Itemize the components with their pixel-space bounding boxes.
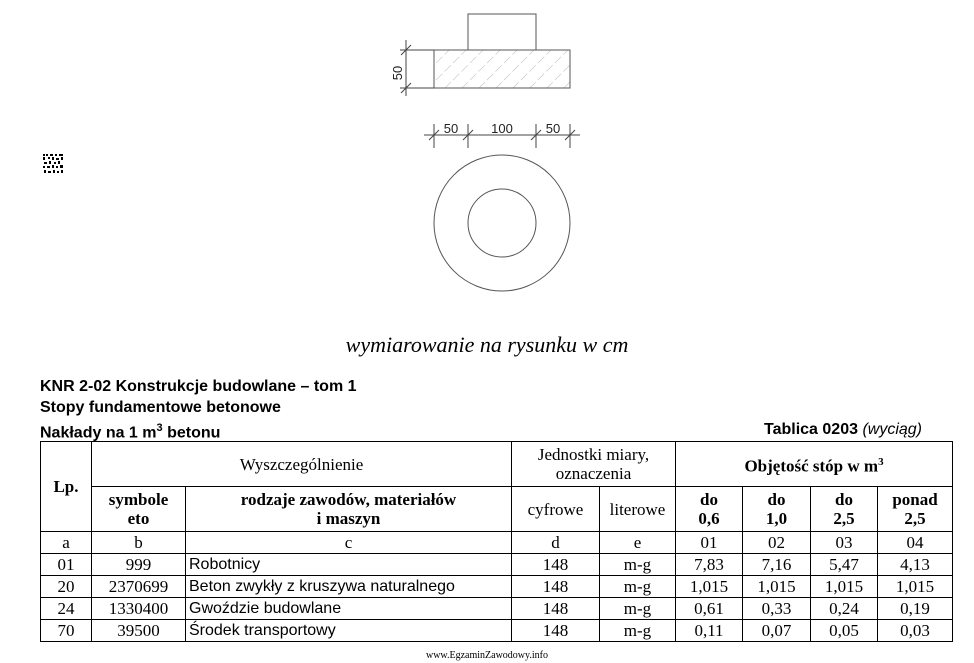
- jednostki-line2: oznaczenia: [555, 464, 632, 483]
- dim-left-label: 50: [443, 121, 459, 136]
- objetosc-text: Objętość stóp w m: [744, 456, 879, 476]
- lp-cell: 70: [41, 620, 92, 642]
- value-cell: 0,33: [743, 598, 811, 620]
- lp-cell: 20: [41, 576, 92, 598]
- header-literowe: literowe: [600, 487, 676, 532]
- knr-header: [40, 376, 357, 443]
- header-jednostki: [512, 442, 676, 487]
- value-cell: 0,03: [878, 620, 953, 642]
- col-04-l1: ponad: [892, 490, 938, 509]
- col-01-l1: do: [700, 490, 718, 509]
- col-04-l2: 2,5: [904, 509, 926, 528]
- knr-title: KNR 2-02 Konstrukcje budowlane – tom 1: [40, 378, 357, 395]
- unit-sup: 3: [156, 422, 163, 434]
- header-col-02: [743, 487, 811, 532]
- index-cell: d: [512, 532, 600, 554]
- col-01-l2: 0,6: [698, 509, 720, 528]
- value-cell: 1,015: [878, 576, 953, 598]
- value-cell: 1,015: [676, 576, 743, 598]
- header-rodzaje: [186, 487, 512, 532]
- index-cell: e: [600, 532, 676, 554]
- col-03-l1: do: [835, 490, 853, 509]
- lp-cell: 01: [41, 554, 92, 576]
- col-02-l2: 1,0: [765, 509, 788, 528]
- value-cell: 4,13: [878, 554, 953, 576]
- rodzaje-line2: i maszyn: [316, 509, 381, 528]
- value-cell: 5,47: [811, 554, 878, 576]
- footer-url[interactable]: www.EgzaminZawodowy.info: [425, 650, 548, 661]
- header-lp: Lp.: [41, 442, 92, 532]
- name-cell: Gwoździe budowlane: [186, 598, 512, 620]
- table-row: [41, 554, 953, 576]
- literowe-cell: m-g: [600, 620, 676, 642]
- literowe-cell: m-g: [600, 554, 676, 576]
- foundation-drawing: [380, 0, 600, 310]
- header-row-2: [41, 487, 953, 532]
- table-ref-bold: Tablica 0203: [764, 421, 858, 438]
- knr-unit-line: [40, 418, 357, 443]
- table-row: [41, 598, 953, 620]
- symbol-cell: 999: [92, 554, 186, 576]
- name-cell: Robotnicy: [186, 554, 512, 576]
- header-col-04: [878, 487, 953, 532]
- dim-height-label: 50: [390, 65, 405, 81]
- table-reference: [764, 419, 922, 440]
- header-col-01: [676, 487, 743, 532]
- index-cell: 04: [878, 532, 953, 554]
- objetosc-sup: 3: [878, 455, 884, 468]
- cyfrowe-cell: 148: [512, 598, 600, 620]
- cyfrowe-cell: 148: [512, 554, 600, 576]
- col-03-l2: 2,5: [833, 509, 855, 528]
- index-cell: a: [41, 532, 92, 554]
- lp-cell: 24: [41, 598, 92, 620]
- header-symbole: [92, 487, 186, 532]
- value-cell: 0,11: [676, 620, 743, 642]
- symbol-cell: 1330400: [92, 598, 186, 620]
- literowe-cell: m-g: [600, 598, 676, 620]
- footing-plan-outer: [434, 155, 570, 291]
- table-row: [41, 576, 953, 598]
- index-cell: 02: [743, 532, 811, 554]
- header-objetosc: [676, 442, 953, 487]
- value-cell: 0,05: [811, 620, 878, 642]
- ez-info-logo: [42, 153, 64, 175]
- value-cell: 0,61: [676, 598, 743, 620]
- header-row-1: [41, 442, 953, 487]
- value-cell: 0,24: [811, 598, 878, 620]
- header-col-03: [811, 487, 878, 532]
- unit-after: betonu: [162, 424, 221, 442]
- norms-table: [40, 441, 953, 642]
- symbol-cell: 39500: [92, 620, 186, 642]
- value-cell: 1,015: [811, 576, 878, 598]
- symbol-cell: 2370699: [92, 576, 186, 598]
- header-wyszczegolnienie: Wyszczególnienie: [92, 442, 512, 487]
- index-cell: 03: [811, 532, 878, 554]
- cyfrowe-cell: 148: [512, 576, 600, 598]
- index-row: [41, 532, 953, 554]
- value-cell: 0,07: [743, 620, 811, 642]
- rodzaje-line1: rodzaje zawodów, materiałów: [240, 490, 457, 509]
- value-cell: 0,19: [878, 598, 953, 620]
- dim-middle-label: 100: [491, 121, 513, 136]
- value-cell: 7,16: [743, 554, 811, 576]
- drawing-caption: wymiarowanie na rysunku w cm: [345, 332, 629, 357]
- column-stub: [468, 14, 536, 50]
- knr-subtitle: Stopy fundamentowe betonowe: [40, 399, 281, 416]
- name-cell: Beton zwykły z kruszywa naturalnego: [186, 576, 512, 598]
- symbole-line1: symbole: [108, 490, 169, 509]
- cyfrowe-cell: 148: [512, 620, 600, 642]
- dim-right-label: 50: [545, 121, 561, 136]
- index-cell: 01: [676, 532, 743, 554]
- footing-plan-inner: [468, 189, 536, 257]
- footing-section: [434, 50, 570, 88]
- unit-text: Nakłady na 1 m: [40, 424, 157, 442]
- jednostki-line1: Jednostki miary,: [537, 445, 650, 464]
- name-cell: Środek transportowy: [186, 620, 512, 642]
- value-cell: 1,015: [743, 576, 811, 598]
- index-cell: b: [92, 532, 186, 554]
- symbole-line2: eto: [127, 509, 150, 528]
- header-cyfrowe: cyfrowe: [512, 487, 600, 532]
- table-ref-italic: (wyciąg): [862, 421, 922, 438]
- literowe-cell: m-g: [600, 576, 676, 598]
- index-cell: c: [186, 532, 512, 554]
- value-cell: 7,83: [676, 554, 743, 576]
- col-02-l1: do: [767, 490, 786, 509]
- table-row: [41, 620, 953, 642]
